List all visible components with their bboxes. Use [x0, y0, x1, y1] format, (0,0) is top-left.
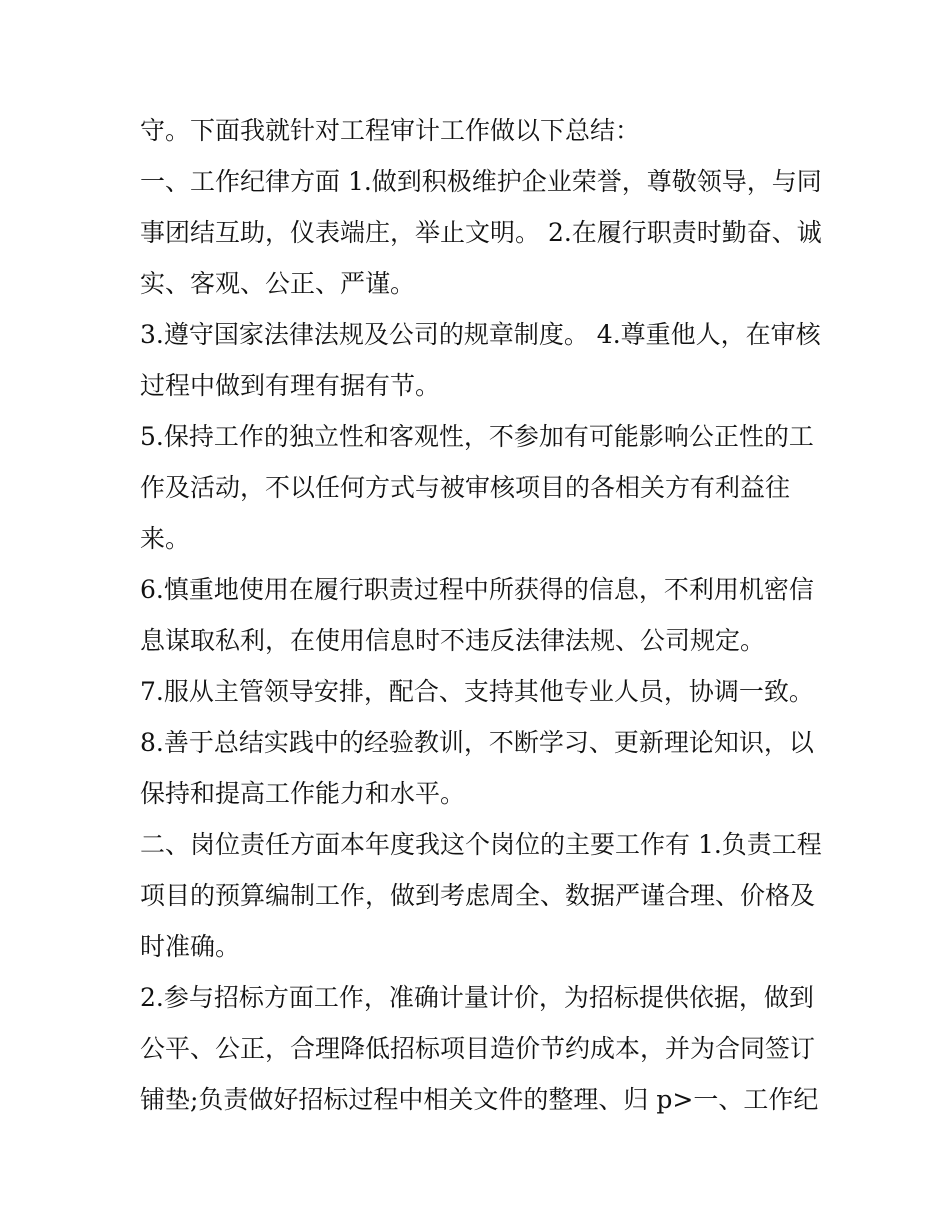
- text-line: 7.服从主管领导安排，配合、支持其他专业人员，协调一致。: [140, 677, 814, 706]
- text-line: 时准确。: [140, 932, 241, 961]
- text-line: 3.遵守国家法律法规及公司的规章制度。 4.尊重他人，在审核: [140, 320, 821, 349]
- text-line: 2.参与招标方面工作，准确计量计价，为招标提供依据，做到: [140, 983, 814, 1012]
- text-line: 公平、公正，合理降低招标项目造价节约成本，并为合同签订: [140, 1034, 816, 1063]
- text-line: 来。: [140, 524, 191, 553]
- text-line: 过程中做到有理有据有节。: [140, 371, 441, 400]
- text-line: 保持和提高工作能力和水平。: [140, 779, 466, 808]
- text-line: 6.慎重地使用在履行职责过程中所获得的信息，不利用机密信: [140, 575, 814, 604]
- text-line: 二、岗位责任方面本年度我这个岗位的主要工作有 1.负责工程: [140, 830, 822, 859]
- document-body: [140, 105, 820, 1125]
- text-line: 5.保持工作的独立性和客观性，不参加有可能影响公正性的工: [140, 422, 814, 451]
- text-line: 铺垫;负责做好招标过程中相关文件的整理、归 p>一、工作纪: [140, 1085, 819, 1114]
- text-line: 一、工作纪律方面 1.做到积极维护企业荣誉，尊敬领导，与同: [140, 167, 822, 196]
- text-line: 8.善于总结实践中的经验教训，不断学习、更新理论知识，以: [140, 728, 814, 757]
- text-line: 作及活动，不以任何方式与被审核项目的各相关方有利益往: [140, 473, 791, 502]
- text-line: 守。下面我就针对工程审计工作做以下总结：: [140, 116, 641, 145]
- text-line: 实、客观、公正、严谨。: [140, 269, 416, 298]
- text-line: 事团结互助，仪表端庄，举止文明。 2.在履行职责时勤奋、诚: [140, 218, 822, 247]
- text-line: 项目的预算编制工作，做到考虑周全、数据严谨合理、价格及: [140, 881, 816, 910]
- text-line: 息谋取私利，在使用信息时不违反法律法规、公司规定。: [140, 626, 766, 655]
